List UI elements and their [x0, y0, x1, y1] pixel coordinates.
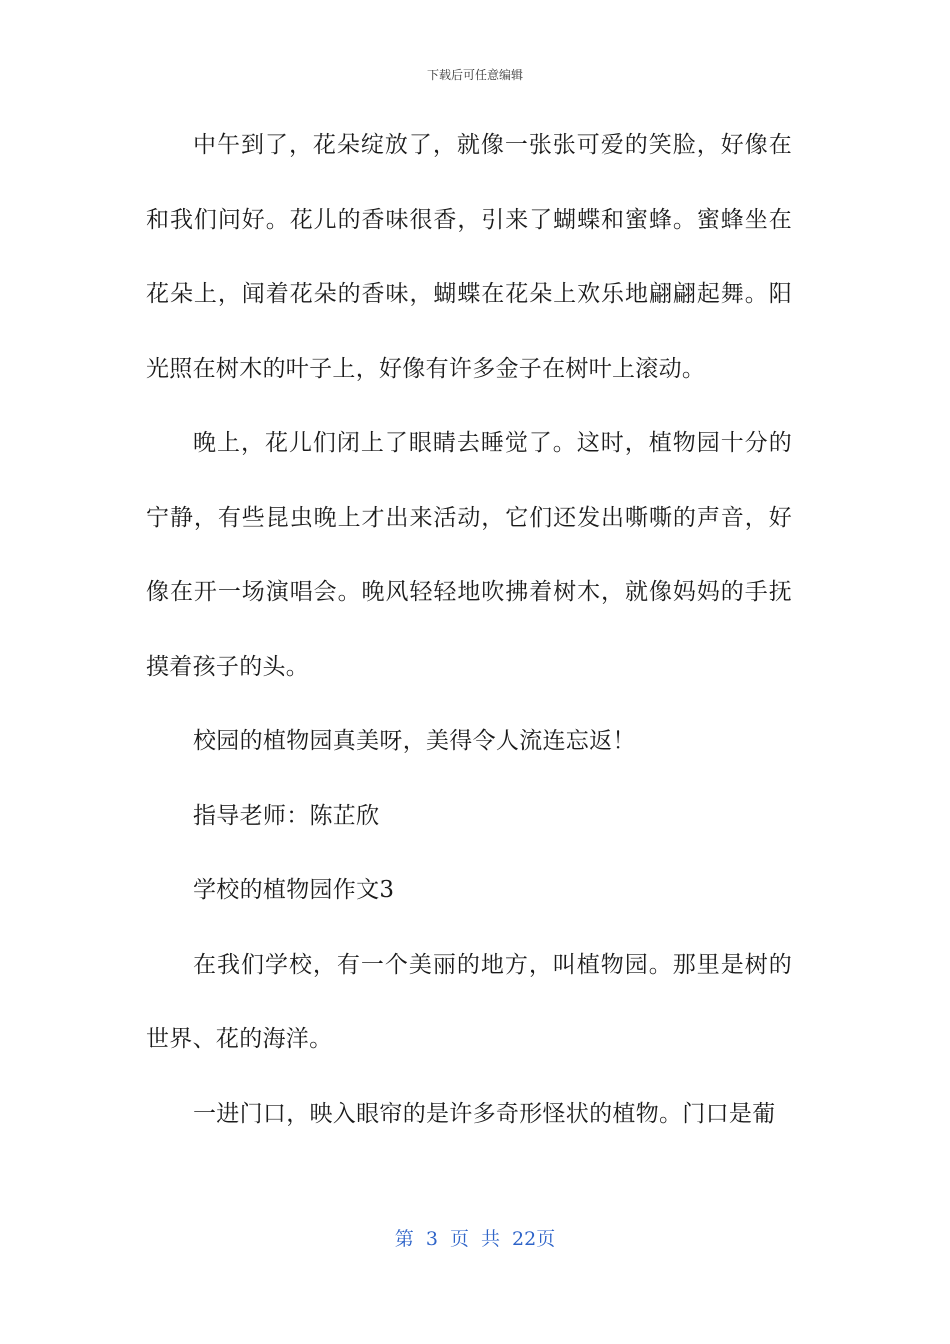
paragraph-conclusion: 校园的植物园真美呀，美得令人流连忘返！	[193, 728, 636, 754]
document-body	[146, 108, 792, 1151]
paragraph-entrance: 一进门口，映入眼帘的是许多奇形怪状的植物。门口是葡	[193, 1100, 776, 1127]
page-header: 下载后可任意编辑	[426, 68, 523, 82]
paragraph-evening: 晚上，花儿们闭上了眼睛去睡觉了。这时，植物园十分的宁静，有些昆虫晚上才出来活动，它们还发出嘶嘶的声音，好像在开一场演唱会。晚风轻轻地吹拂着树木，就像妈妈的手抚摸着孩子的头。	[146, 430, 792, 680]
paragraph-teacher: 指导老师：陈芷欣	[193, 802, 380, 829]
essay-title: 学校的植物园作文3	[193, 877, 395, 903]
paragraph-intro: 在我们学校，有一个美丽的地方，叫植物园。那里是树的世界、花的海洋。	[146, 951, 792, 1052]
paragraph-noon: 中午到了，花朵绽放了，就像一张张可爱的笑脸，好像在和我们问好。花儿的香味很香，引来了蝴蝶和蜜蜂。蜜蜂坐在花朵上，闻着花朵的香味，蝴蝶在花朵上欢乐地翩翩起舞。阳光照在树木的叶子上，好像有许多金子在树叶上滚动。	[146, 132, 792, 382]
page-number-footer: 第 3 页 共 22页	[394, 1228, 556, 1250]
